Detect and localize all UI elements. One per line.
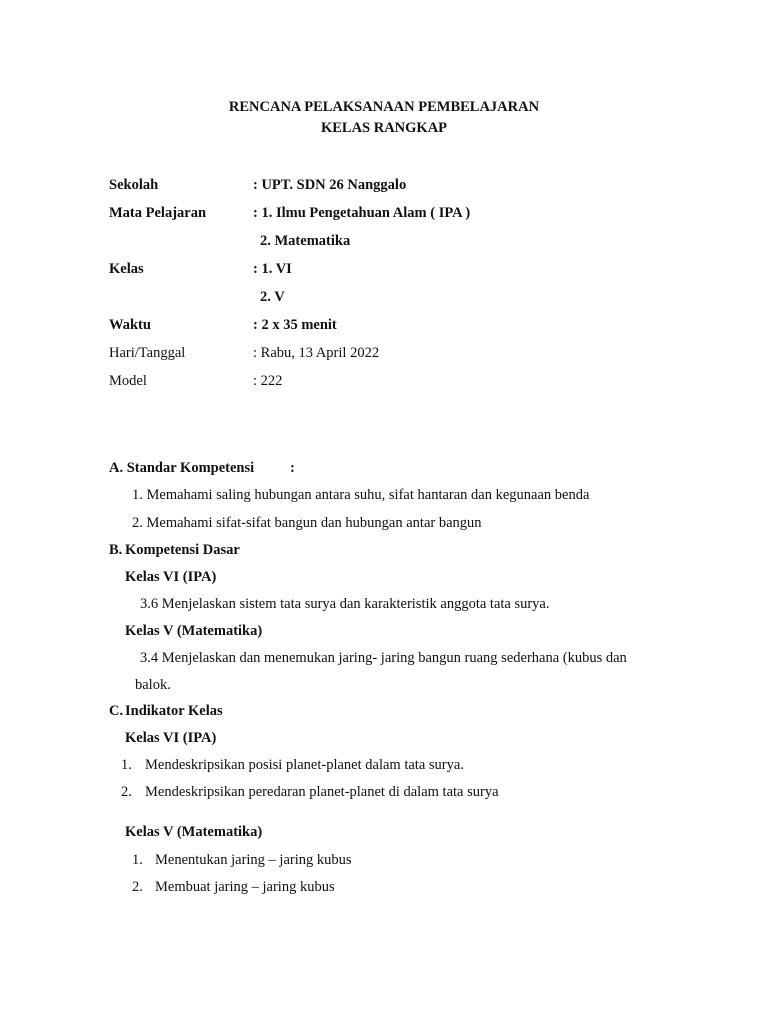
hari-label: Hari/Tanggal bbox=[109, 345, 186, 361]
section-a-colon: : bbox=[290, 460, 295, 476]
section-c-v-item-1-num: 1. bbox=[132, 852, 143, 868]
section-c-letter: C. bbox=[109, 703, 124, 719]
hari-value: : Rabu, 13 April 2022 bbox=[253, 345, 380, 361]
kelas-label: Kelas bbox=[109, 261, 144, 277]
model-label: Model bbox=[109, 373, 147, 389]
section-a-item-2: 2. Memahami sifat-sifat bangun dan hubungan antar bangun bbox=[132, 515, 482, 531]
section-c-vi-item-2-num: 2. bbox=[121, 784, 132, 800]
section-b-kelas-vi-label: Kelas VI (IPA) bbox=[125, 569, 217, 585]
kelas-value-1: : 1. VI bbox=[253, 261, 292, 277]
section-b-heading: Kompetensi Dasar bbox=[125, 542, 240, 558]
kelas-value-2: 2. V bbox=[260, 289, 285, 305]
section-c-v-item-1: Menentukan jaring – jaring kubus bbox=[155, 852, 352, 868]
section-b-letter: B. bbox=[109, 542, 123, 558]
section-c-v-item-2: Membuat jaring – jaring kubus bbox=[155, 879, 335, 895]
section-b-kelas-v-item-line2: balok. bbox=[135, 677, 171, 693]
sekolah-label: Sekolah bbox=[109, 177, 159, 193]
section-b-kelas-v-label: Kelas V (Matematika) bbox=[125, 623, 263, 639]
section-c-vi-item-1: Mendeskripsikan posisi planet-planet dalam tata surya. bbox=[145, 757, 464, 773]
section-c-heading: Indikator Kelas bbox=[125, 703, 223, 719]
section-c-vi-item-2: Mendeskripsikan peredaran planet-planet di dalam tata surya bbox=[145, 784, 499, 800]
document-title-line2: KELAS RANGKAP bbox=[320, 120, 448, 136]
section-a-item-1: 1. Memahami saling hubungan antara suhu, sifat hantaran dan kegunaan benda bbox=[132, 487, 590, 503]
mapel-label: Mata Pelajaran bbox=[109, 205, 207, 221]
model-value: : 222 bbox=[253, 373, 283, 389]
section-c-v-item-2-num: 2. bbox=[132, 879, 143, 895]
waktu-value: : 2 x 35 menit bbox=[253, 317, 337, 333]
section-b-kelas-v-item-line1: 3.4 Menjelaskan dan menemukan jaring- jaring bangun ruang sederhana (kubus dan bbox=[140, 650, 627, 666]
mapel-value-1: : 1. Ilmu Pengetahuan Alam ( IPA ) bbox=[253, 205, 471, 221]
section-c-kelas-v-label: Kelas V (Matematika) bbox=[125, 824, 263, 840]
section-a-heading: A. Standar Kompetensi bbox=[109, 460, 255, 476]
section-c-vi-item-1-num: 1. bbox=[121, 757, 132, 773]
section-b-kelas-vi-item: 3.6 Menjelaskan sistem tata surya dan karakteristik anggota tata surya. bbox=[140, 596, 550, 612]
section-c-kelas-vi-label: Kelas VI (IPA) bbox=[125, 730, 217, 746]
waktu-label: Waktu bbox=[109, 317, 151, 333]
document-title-line1: RENCANA PELAKSANAAN PEMBELAJARAN bbox=[228, 99, 540, 115]
sekolah-value: : UPT. SDN 26 Nanggalo bbox=[253, 177, 407, 193]
mapel-value-2: 2. Matematika bbox=[260, 233, 351, 249]
